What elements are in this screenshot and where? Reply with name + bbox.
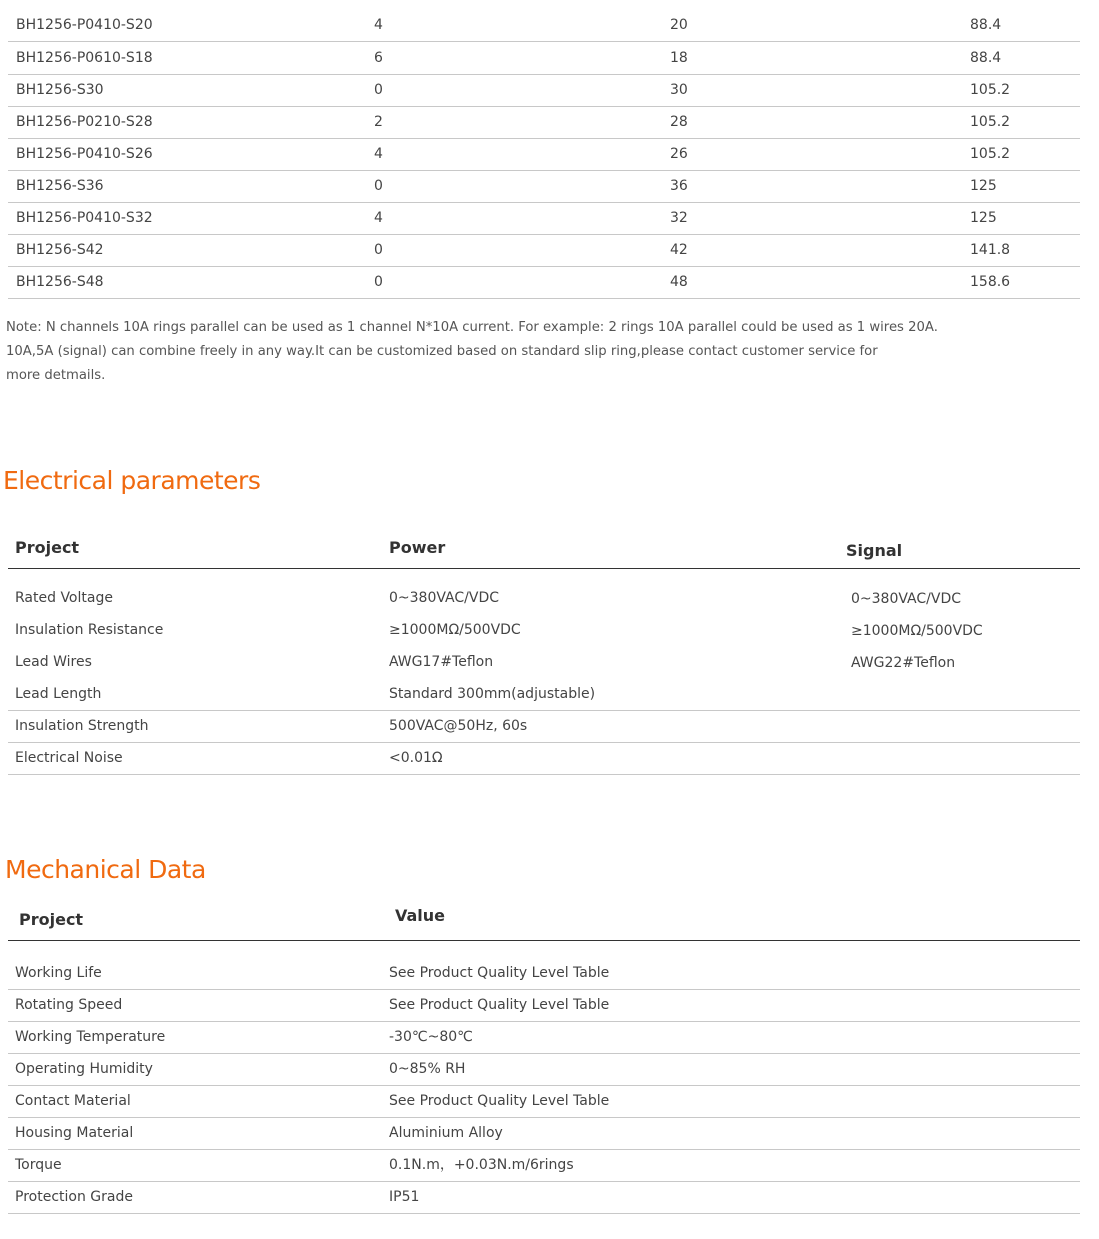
project-cell: Torque <box>15 1157 62 1173</box>
power-rings-cell: 0 <box>374 242 383 258</box>
power-rings-cell: 4 <box>374 17 383 33</box>
table-row <box>8 678 1080 711</box>
table-row <box>8 138 1080 171</box>
signal-cell: 0~380VAC/VDC <box>851 591 961 607</box>
project-cell: Lead Length <box>15 686 102 702</box>
length-cell: 105.2 <box>970 114 1011 130</box>
length-cell: 141.8 <box>970 242 1011 258</box>
power-cell: <0.01Ω <box>389 750 443 766</box>
model-cell: BH1256-P0210-S28 <box>16 114 153 130</box>
signal-rings-cell: 48 <box>670 274 688 290</box>
table-row <box>8 1117 1080 1150</box>
power-rings-cell: 0 <box>374 178 383 194</box>
length-cell: 125 <box>970 210 997 226</box>
model-cell: BH1256-S48 <box>16 274 104 290</box>
power-cell: Standard 300mm(adjustable) <box>389 686 596 702</box>
mechanical-header <box>8 902 1080 941</box>
length-cell: 88.4 <box>970 50 1002 66</box>
table-row <box>8 74 1080 107</box>
table-row <box>8 646 1080 678</box>
value-header: Value <box>395 906 446 925</box>
power-rings-cell: 0 <box>374 82 383 98</box>
table-row <box>8 614 1080 646</box>
model-cell: BH1256-P0410-S26 <box>16 146 153 162</box>
signal-rings-cell: 36 <box>670 178 688 194</box>
project-cell: Lead Wires <box>15 654 92 670</box>
power-rings-cell: 2 <box>374 114 383 130</box>
value-cell: See Product Quality Level Table <box>389 997 610 1013</box>
value-cell: See Product Quality Level Table <box>389 1093 610 1109</box>
table-row <box>8 742 1080 775</box>
value-cell: -30℃~80℃ <box>389 1029 473 1045</box>
length-cell: 158.6 <box>970 274 1011 290</box>
signal-rings-cell: 32 <box>670 210 688 226</box>
table-row <box>8 957 1080 990</box>
project-cell: Rotating Speed <box>15 997 123 1013</box>
project-header: Project <box>19 910 84 929</box>
project-header: Project <box>15 538 80 557</box>
table-row <box>8 582 1080 614</box>
note-line: Note: N channels 10A rings parallel can be used as 1 channel N*10A current. For example: 2 rings 10A parallel could be used as 1 wires 20A. <box>6 320 938 335</box>
model-cell: BH1256-P0410-S20 <box>16 17 153 33</box>
project-cell: Protection Grade <box>15 1189 133 1205</box>
model-cell: BH1256-P0410-S32 <box>16 210 153 226</box>
table-row <box>8 1085 1080 1118</box>
note-text <box>6 316 1092 388</box>
project-cell: Insulation Resistance <box>15 622 164 638</box>
signal-rings-cell: 20 <box>670 17 688 33</box>
signal-rings-cell: 42 <box>670 242 688 258</box>
length-cell: 125 <box>970 178 997 194</box>
table-row <box>8 170 1080 203</box>
length-cell: 105.2 <box>970 146 1011 162</box>
power-rings-cell: 4 <box>374 146 383 162</box>
length-cell: 105.2 <box>970 82 1011 98</box>
signal-rings-cell: 26 <box>670 146 688 162</box>
electrical-title: Electrical parameters <box>3 466 261 495</box>
project-cell: Housing Material <box>15 1125 134 1141</box>
table-row <box>8 266 1080 299</box>
signal-rings-cell: 30 <box>670 82 688 98</box>
project-cell: Electrical Noise <box>15 750 123 766</box>
electrical-header <box>8 534 1080 569</box>
length-cell: 88.4 <box>970 17 1002 33</box>
power-cell: AWG17#Teflon <box>389 654 494 670</box>
project-cell: Operating Humidity <box>15 1061 153 1077</box>
model-cell: BH1256-S30 <box>16 82 104 98</box>
table-row <box>8 1053 1080 1086</box>
table-row <box>8 9 1080 42</box>
power-cell: 500VAC@50Hz, 60s <box>389 718 528 734</box>
project-cell: Insulation Strength <box>15 718 149 734</box>
value-cell: See Product Quality Level Table <box>389 965 610 981</box>
note-line: 10A,5A (signal) can combine freely in any way.It can be customized based on standard slip ring,please contact customer service for <box>6 344 878 359</box>
table-row <box>8 234 1080 267</box>
project-cell: Contact Material <box>15 1093 131 1109</box>
power-cell: 0~380VAC/VDC <box>389 590 499 606</box>
table-row <box>8 1021 1080 1054</box>
signal-cell: AWG22#Teflon <box>851 655 956 671</box>
table-row <box>8 202 1080 235</box>
power-rings-cell: 4 <box>374 210 383 226</box>
table-row <box>8 1181 1080 1214</box>
power-cell: ≥1000MΩ/500VDC <box>389 622 521 638</box>
note-line: more detmails. <box>6 368 106 383</box>
project-cell: Working Life <box>15 965 102 981</box>
project-cell: Rated Voltage <box>15 590 113 606</box>
power-rings-cell: 0 <box>374 274 383 290</box>
signal-cell: ≥1000MΩ/500VDC <box>851 623 983 639</box>
table-row <box>8 106 1080 139</box>
power-rings-cell: 6 <box>374 50 383 66</box>
value-cell: IP51 <box>389 1189 420 1205</box>
model-cell: BH1256-P0610-S18 <box>16 50 153 66</box>
table-row <box>8 710 1080 743</box>
model-cell: BH1256-S42 <box>16 242 104 258</box>
value-cell: 0~85% RH <box>389 1061 466 1077</box>
table-row <box>8 989 1080 1022</box>
value-cell: Aluminium Alloy <box>389 1125 503 1141</box>
project-cell: Working Temperature <box>15 1029 166 1045</box>
power-header: Power <box>389 538 446 557</box>
table-row <box>8 42 1080 75</box>
signal-rings-cell: 18 <box>670 50 688 66</box>
mechanical-title: Mechanical Data <box>5 855 206 884</box>
signal-header: Signal <box>846 541 903 560</box>
signal-rings-cell: 28 <box>670 114 688 130</box>
model-cell: BH1256-S36 <box>16 178 104 194</box>
table-row <box>8 1149 1080 1182</box>
value-cell: 0.1N.m，+0.03N.m/6rings <box>389 1157 574 1173</box>
